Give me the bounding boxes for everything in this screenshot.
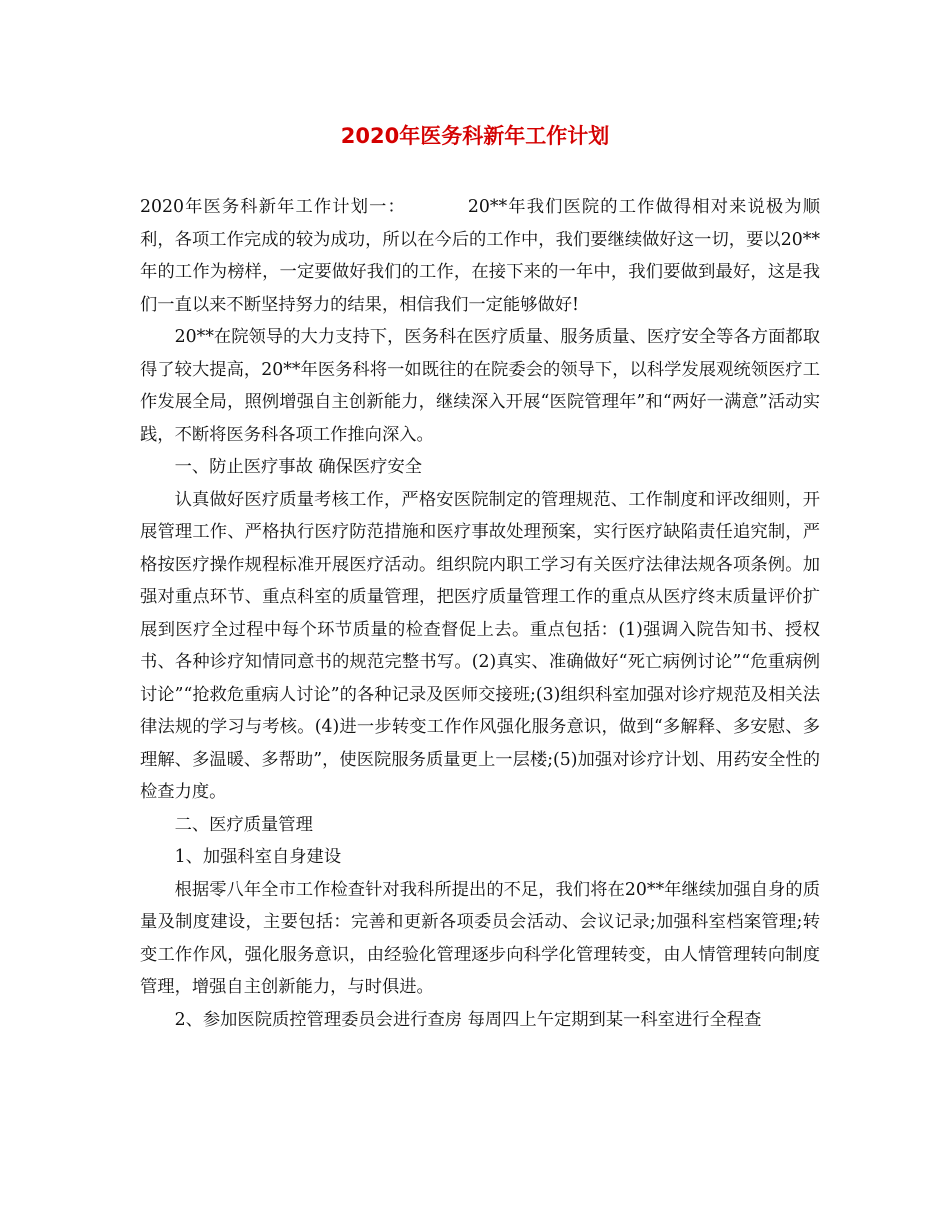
intro-text: 20**年我们医院的工作做得相对来说极为顺利，各项工作完成的较为成功，所以在今后的工作中，我们要继续做好这一切，要以20**年的工作为榜样，一定要做好我们的工作，在接下来的一年中，我们要做到最好，这是我们一直以来不断坚持努力的结果，相信我们一定能够做好!: [140, 197, 820, 315]
document-body: [140, 191, 820, 1036]
paragraph-support: 20**在院领导的大力支持下，医务科在医疗质量、服务质量、医疗安全等各方面都取得了较大提高，20**年医务科将一如既往的在院委会的领导下，以科学发展观统领医疗工作发展全局，照例增强自主创新能力，继续深入开展“医院管理年”和“两好一满意”活动实践，不断将医务科各项工作推向深入。: [140, 327, 820, 445]
section-heading-safety: 一、防止医疗事故 确保医疗安全: [174, 457, 423, 477]
intro-paragraph: [140, 191, 820, 321]
intro-label: 2020年医务科新年工作计划一：: [140, 197, 406, 217]
subheading-department: 1、加强科室自身建设: [174, 847, 342, 867]
paragraph-rounds: 2、参加医院质控管理委员会进行查房 每周四上午定期到某一科室进行全程查: [174, 1009, 762, 1030]
section-heading-quality: 二、医疗质量管理: [174, 814, 313, 835]
paragraph-department: 根据零八年全市工作检查针对我科所提出的不足，我们将在20**年继续加强自身的质量及制度建设，主要包括：完善和更新各项委员会活动、会议记录;加强科室档案管理;转变工作作风，强化服务意识，由经验化管理逐步向科学化管理转变，由人情管理转向制度管理，增强自主创新能力，与时俱进。: [140, 879, 820, 997]
document-title: 2020年医务科新年工作计划: [340, 124, 610, 148]
paragraph-safety: 认真做好医疗质量考核工作，严格安医院制定的管理规范、工作制度和评改细则，开展管理工作、严格执行医疗防范措施和医疗事故处理预案，实行医疗缺陷责任追究制，严格按医疗操作规程标准开展医疗活动。组织院内职工学习有关医疗法律法规各项条例。加强对重点环节、重点科室的质量管理，把医疗质量管理工作的重点从医疗终末质量评价扩展到医疗全过程中每个环节质量的检查督促上去。重点包括：(1)强调入院告知书、授权书、各种诊疗知情同意书的规范完整书写。(2)真实、准确做好“死亡病例讨论”“危重病例讨论”“抢救危重病人讨论”的各种记录及医师交接班;(3)组织科室加强对诊疗规范及相关法律法规的学习与考核。(4)进一步转变工作作风强化服务意识，做到“多解释、多安慰、多理解、多温暖、多帮助”，使医院服务质量更上一层楼;(5)加强对诊疗计划、用药安全性的检查力度。: [140, 489, 820, 802]
